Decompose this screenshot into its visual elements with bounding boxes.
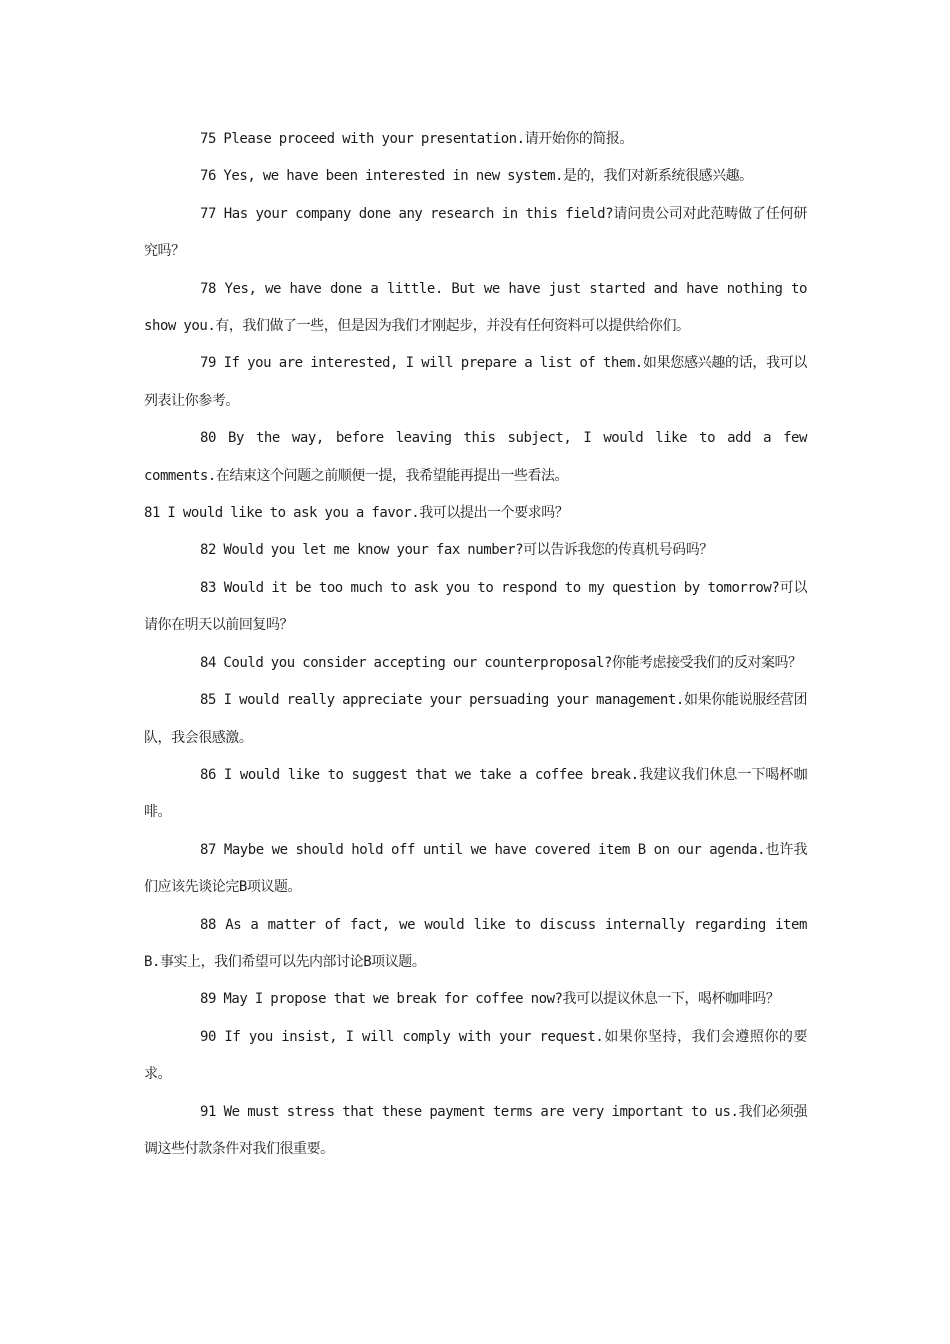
paragraph-86: 86 I would like to suggest that we take a coffee break.我建议我们休息一下喝杯咖啡。 <box>144 766 807 821</box>
paragraph-76: 76 Yes, we have been interested in new system.是的，我们对新系统很感兴趣。 <box>200 168 753 185</box>
paragraph-81: 81 I would like to ask you a favor.我可以提出一个要求吗？ <box>144 505 569 522</box>
paragraph-84: 84 Could you consider accepting our counterproposal?你能考虑接受我们的反对案吗？ <box>200 654 802 671</box>
document-body <box>144 121 807 1168</box>
paragraph-80: 80 By the way, before leaving this subject, I would like to add a few comments.在结束这个问题之前顺便一提，我希望能再提出一些看法。 <box>144 430 807 484</box>
paragraph-75: 75 Please proceed with your presentation.请开始你的简报。 <box>200 131 634 147</box>
paragraph-91: 91 We must stress that these payment terms are very important to us.我们必须强调这些付款条件对我们很重要。 <box>144 1103 807 1157</box>
paragraph-85: 85 I would really appreciate your persuading your management.如果你能说服经营团队，我会很感激。 <box>144 692 807 746</box>
paragraph-88: 88 As a matter of fact, we would like to discuss internally regarding item B.事实上，我们希望可以先内部讨论B项议题。 <box>144 916 807 970</box>
paragraph-83: 83 Would it be too much to ask you to respond to my question by tomorrow?可以请你在明天以前回复吗？ <box>144 579 807 634</box>
paragraph-89: 89 May I propose that we break for coffee now?我可以提议休息一下，喝杯咖啡吗？ <box>200 991 780 1008</box>
paragraph-79: 79 If you are interested, I will prepare a list of them.如果您感兴趣的话，我可以列表让你参考。 <box>144 355 807 409</box>
paragraph-77: 77 Has your company done any research in this field?请问贵公司对此范畴做了任何研究吗？ <box>144 205 807 260</box>
paragraph-78: 78 Yes, we have done a little. But we have just started and have nothing to show you.有，我们做了一些，但是因为我们才刚起步，并没有任何资料可以提供给你们。 <box>144 280 807 335</box>
paragraph-82: 82 Would you let me know your fax number?可以告诉我您的传真机号码吗？ <box>200 542 713 559</box>
paragraph-87: 87 Maybe we should hold off until we have covered item B on our agenda.也许我们应该先谈论完B项议题。 <box>144 841 807 896</box>
paragraph-90: 90 If you insist, I will comply with your request.如果你坚持，我们会遵照你的要求。 <box>144 1028 807 1083</box>
